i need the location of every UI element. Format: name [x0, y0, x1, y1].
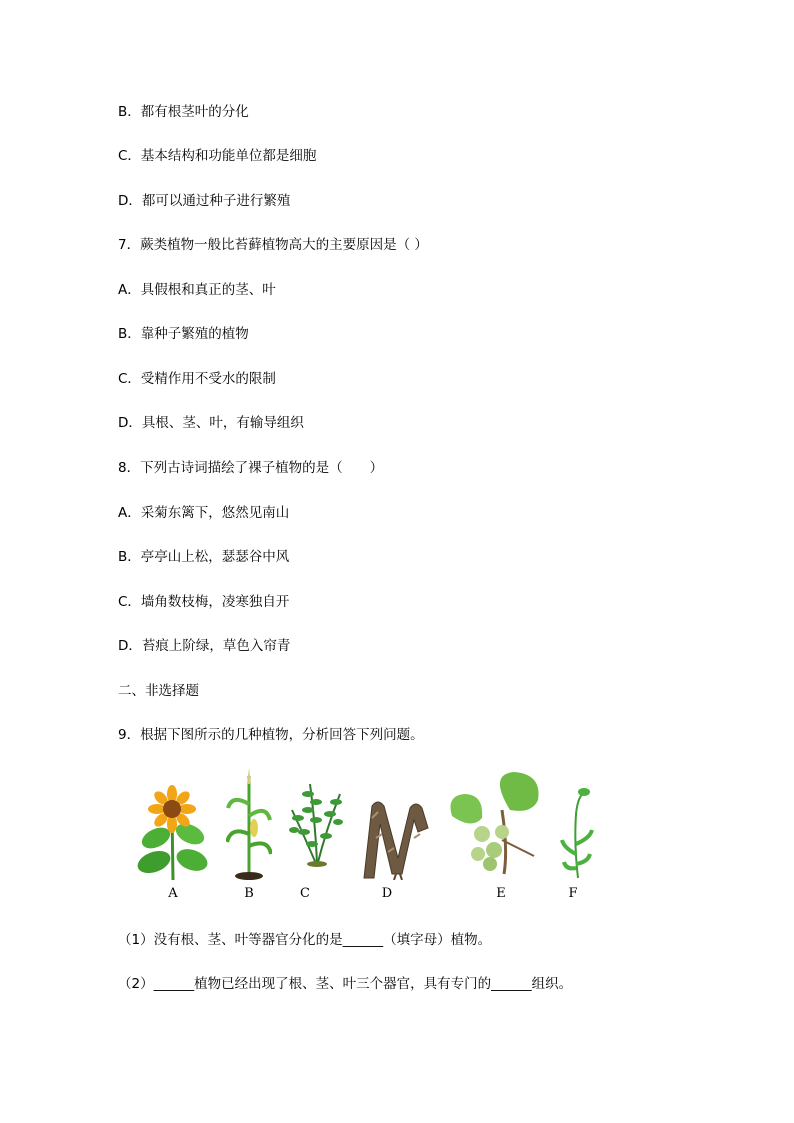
- option-c-q8: C．墙角数枝梅，凌寒独自开: [118, 594, 290, 610]
- label-b: B: [244, 886, 254, 901]
- question-9: 9．根据下图所示的几种植物，分析回答下列问题。: [118, 727, 424, 743]
- fern-icon: [286, 780, 348, 868]
- label-e: E: [496, 886, 506, 901]
- option-a-q8: A．采菊东篱下，悠然见南山: [118, 505, 290, 521]
- option-c-q7: C．受精作用不受水的限制: [118, 371, 276, 387]
- option-b-q7: B．靠种子繁殖的植物: [118, 326, 249, 342]
- option-b-q8: B．亭亭山上松，瑟瑟谷中风: [118, 549, 290, 565]
- ginkgo-icon: [442, 770, 546, 878]
- option-a-q7: A．具假根和真正的茎、叶: [118, 282, 276, 298]
- option-d-q6: D．都可以通过种子进行繁殖: [118, 193, 291, 209]
- kelp-icon: [358, 798, 434, 880]
- plants-figure: [130, 760, 610, 910]
- option-d-q7: D．具根、茎、叶，有输导组织: [118, 415, 304, 431]
- question-8: 8．下列古诗词描绘了裸子植物的是（ ）: [118, 460, 384, 476]
- corn-plant-icon: [226, 764, 272, 882]
- sunflower-icon: [136, 784, 208, 880]
- moss-sporophyte-icon: [560, 784, 596, 880]
- question-9-part-2: （2）______植物已经出现了根、茎、叶三个器官，具有专门的______组织。: [118, 976, 573, 992]
- question-7: 7．蕨类植物一般比苔藓植物高大的主要原因是（ ）: [118, 237, 428, 253]
- option-c-q6: C．基本结构和功能单位都是细胞: [118, 148, 317, 164]
- section-heading: 二、非选择题: [118, 683, 199, 699]
- option-b-q6: B．都有根茎叶的分化: [118, 104, 249, 120]
- label-a: A: [168, 886, 178, 901]
- label-d: D: [381, 886, 393, 901]
- option-d-q8: D．苔痕上阶绿，草色入帘青: [118, 638, 291, 654]
- label-c: C: [300, 886, 310, 901]
- label-f: F: [568, 886, 578, 901]
- question-9-part-1: （1）没有根、茎、叶等器官分化的是______（填字母）植物。: [118, 932, 492, 948]
